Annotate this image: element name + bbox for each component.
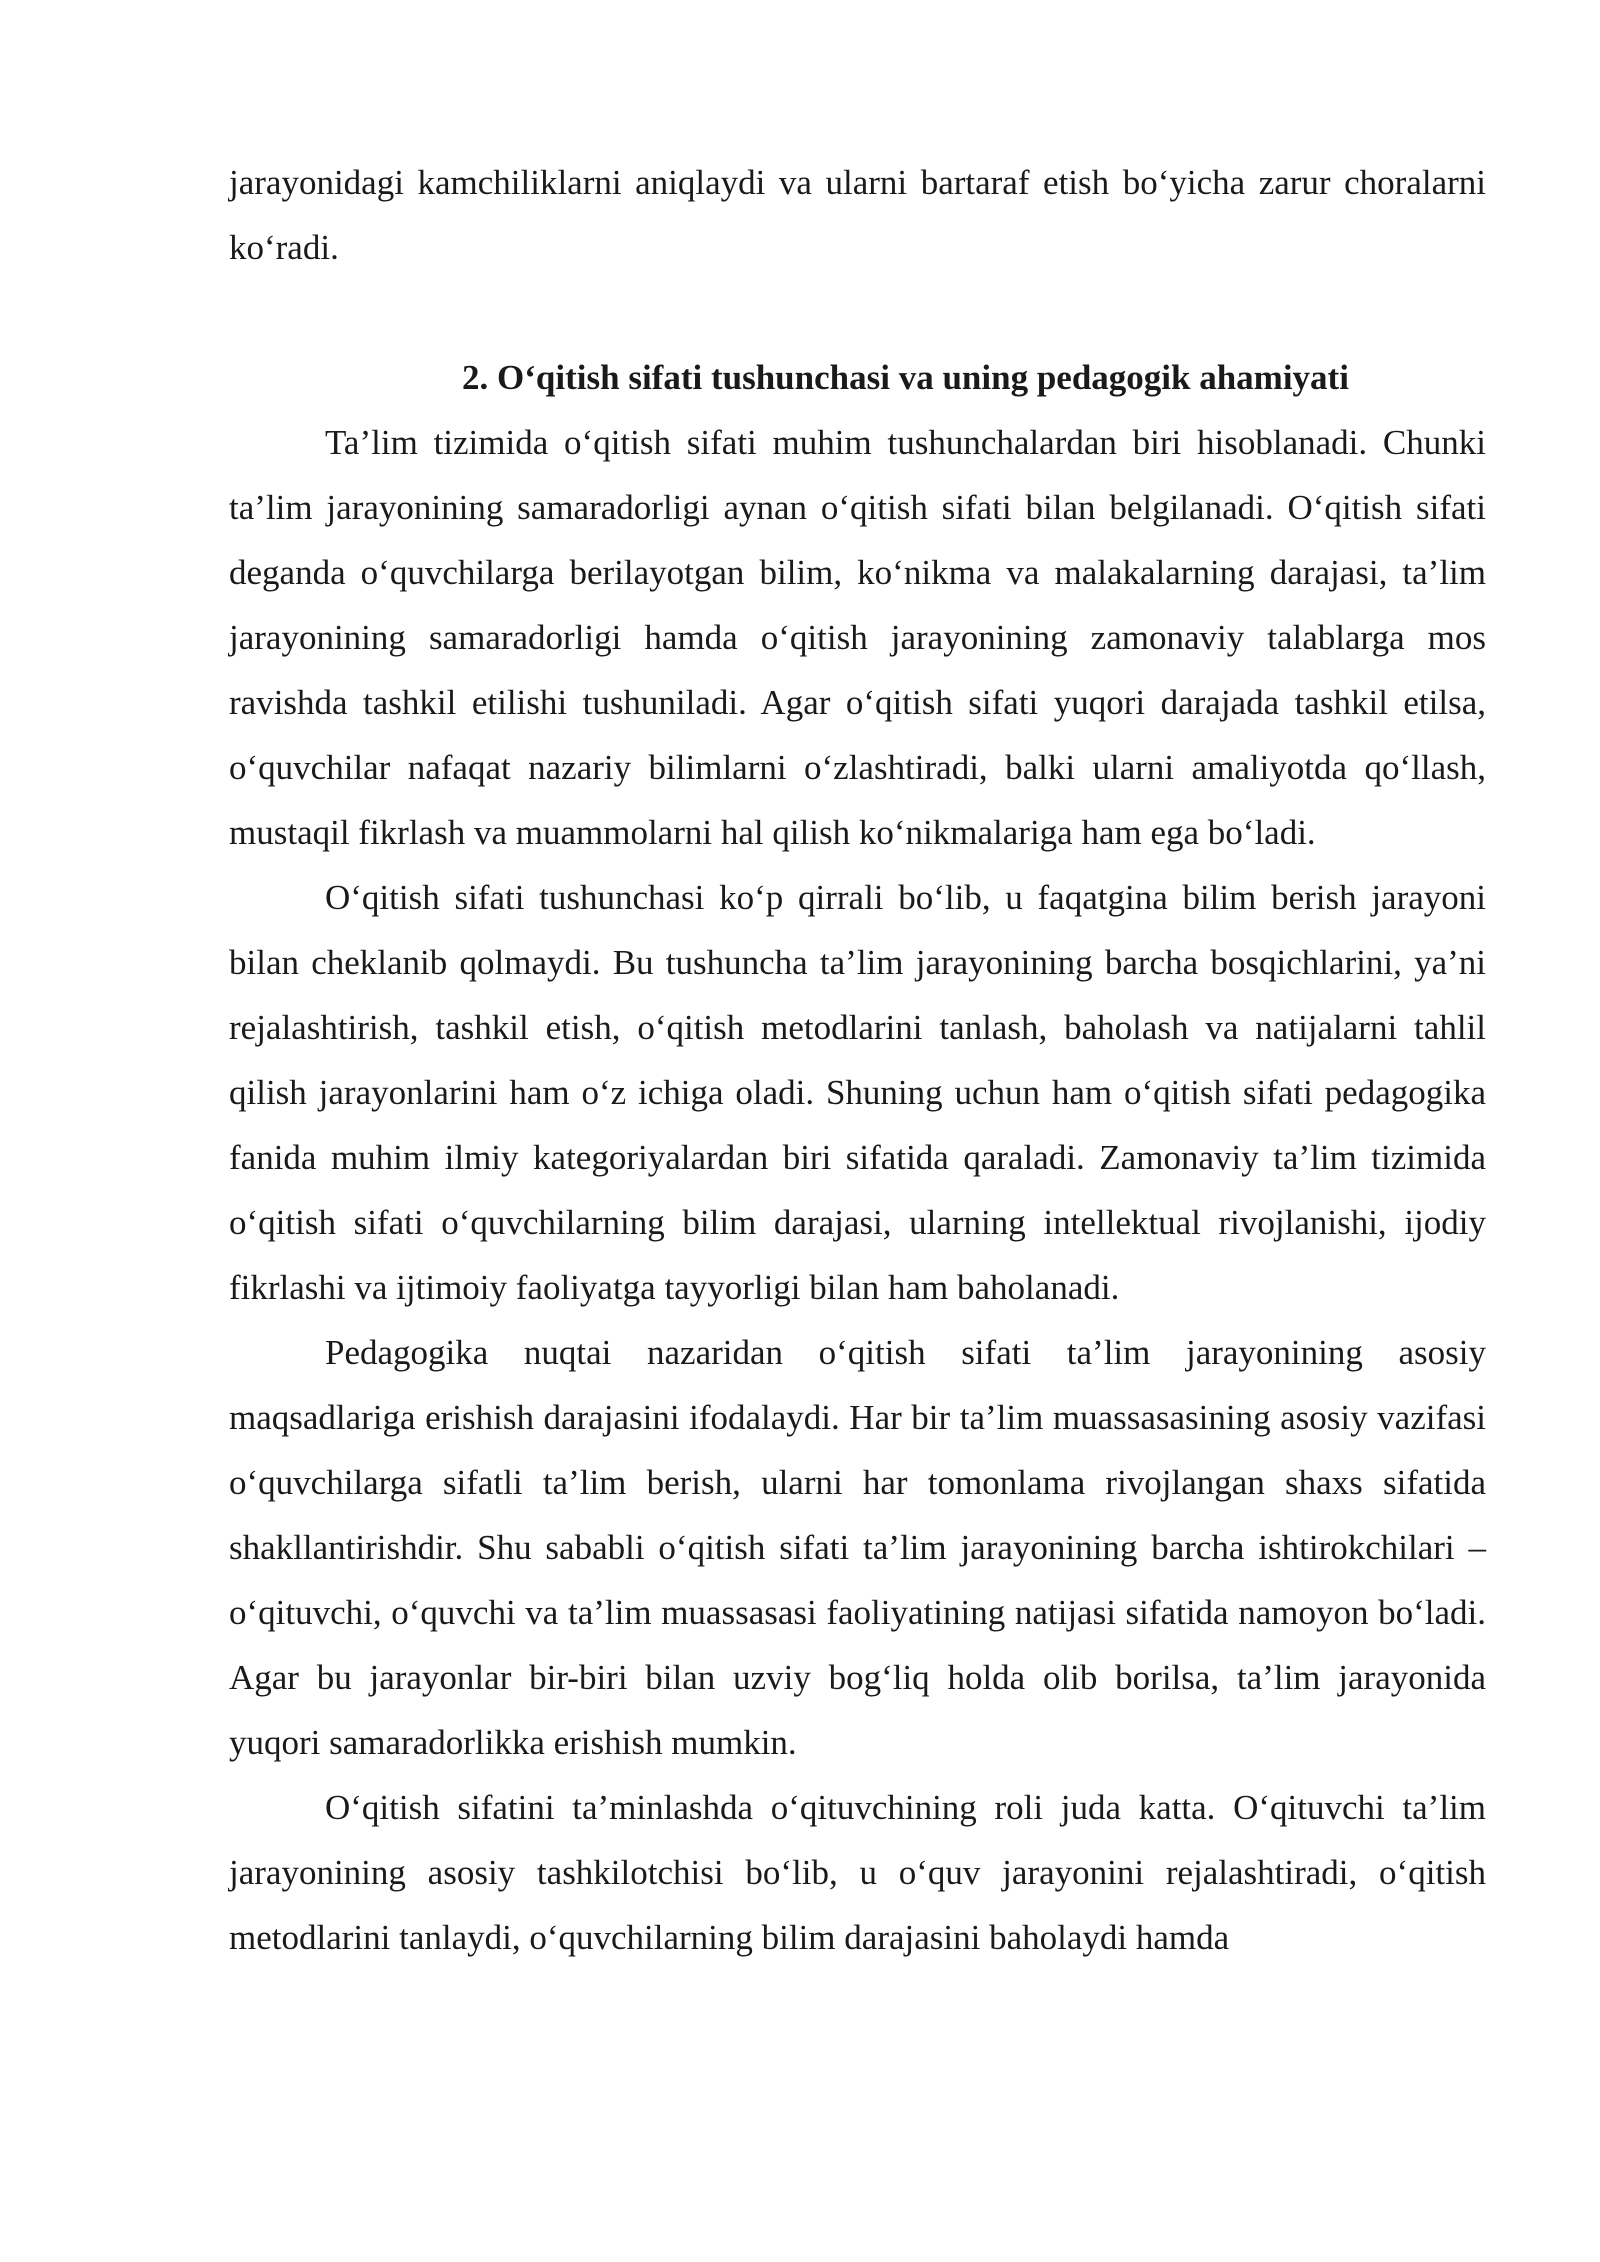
body-paragraph: O‘qitish sifatini ta’minlashda o‘qituvchining roli juda katta. O‘qituvchi ta’lim jarayonining asosiy tashkilotchisi bo‘lib, u o‘quv jarayonini rejalashtiradi, o‘qitish metodlarini tanlaydi, o‘quvchilarning bilim darajasini baholaydi hamda [229,1788,1486,1957]
body-paragraph: Ta’lim tizimida o‘qitish sifati muhim tushunchalardan biri hisoblanadi. Chunki ta’lim jarayonining samaradorligi aynan o‘qitish sifati bilan belgilanadi. O‘qitish sifati deganda o‘quvchilarga berilayotgan bilim, ko‘nikma va malakalarning darajasi, ta’lim jarayonining samaradorligi hamda o‘qitish jarayonining zamonaviy talablarga mos ravishda tashkil etilishi tushuniladi. Agar o‘qitish sifati yuqori darajada tashkil etilsa, o‘quvchilar nafaqat nazariy bilimlarni o‘zlashtiradi, balki ularni amaliyotda qo‘llash, mustaqil fikrlash va muammolarni hal qilish ko‘nikmalariga ham ega bo‘ladi. [229,423,1486,852]
continued-paragraph: jarayonidagi kamchiliklarni aniqlaydi va ularni bartaraf etish bo‘yicha zarur choralarni ko‘radi. [229,163,1486,267]
body-paragraph: Pedagogika nuqtai nazaridan o‘qitish sifati ta’lim jarayonining asosiy maqsadlariga erishish darajasini ifodalaydi. Har bir ta’lim muassasasining asosiy vazifasi o‘quvchilarga sifatli ta’lim berish, ularni har tomonlama rivojlangan shaxs sifatida shakllantirishdir. Shu sababli o‘qitish sifati ta’lim jarayonining barcha ishtirokchilari – o‘qituvchi, o‘quvchi va ta’lim muassasasi faoliyatining natijasi sifatida namoyon bo‘ladi. Agar bu jarayonlar bir-biri bilan uzviy bog‘liq holda olib borilsa, ta’lim jarayonida yuqori samaradorlikka erishish mumkin. [229,1333,1486,1762]
section-heading: 2. O‘qitish sifati tushunchasi va uning pedagogik ahamiyati [462,358,1349,397]
body-paragraph: O‘qitish sifati tushunchasi ko‘p qirrali bo‘lib, u faqatgina bilim berish jarayoni bilan cheklanib qolmaydi. Bu tushuncha ta’lim jarayonining barcha bosqichlarini, ya’ni rejalashtirish, tashkil etish, o‘qitish metodlarini tanlash, baholash va natijalarni tahlil qilish jarayonlarini ham o‘z ichiga oladi. Shuning uchun ham o‘qitish sifati pedagogika fanida muhim ilmiy kategoriyalardan biri sifatida qaraladi. Zamonaviy ta’lim tizimida o‘qitish sifati o‘quvchilarning bilim darajasi, ularning intellektual rivojlanishi, ijodiy fikrlashi va ijtimoiy faoliyatga tayyorligi bilan ham baholanadi. [229,878,1486,1307]
page-content [229,150,1486,1970]
